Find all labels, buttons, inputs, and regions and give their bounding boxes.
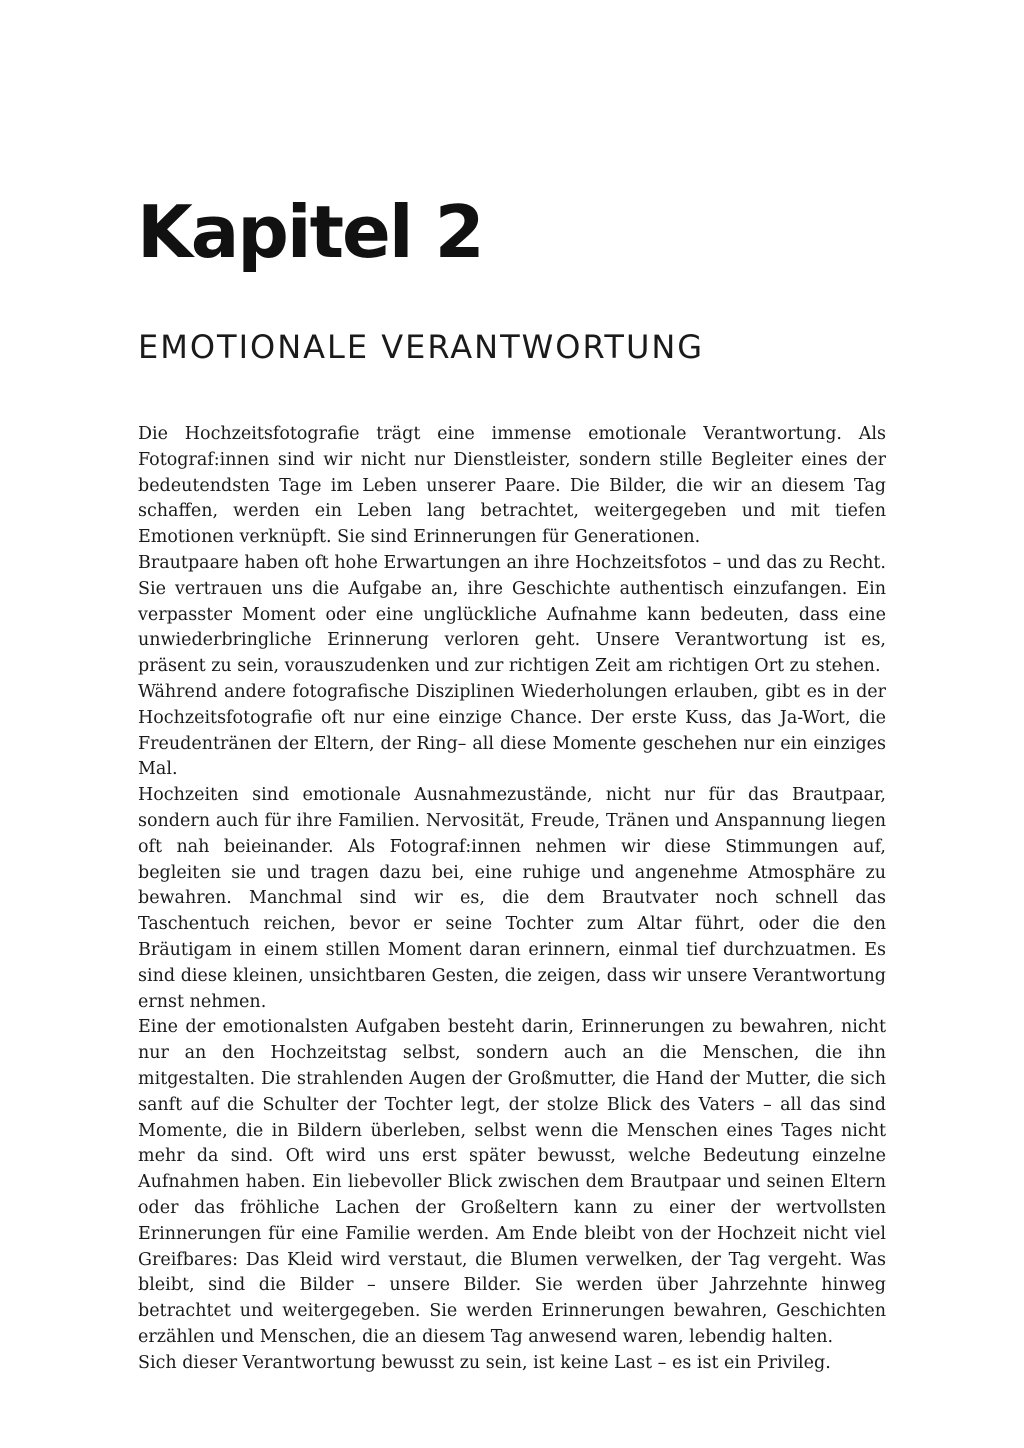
paragraph: Eine der emotionalsten Aufgaben besteht darin, Erinnerungen zu bewahren, nicht nur an den Hochzeitstag selbst, sondern auch an die Menschen, die ihn mitgestalten. Die strahlenden Augen der Großmutter, die Hand der Mutter, die sich sanft auf die Schulter der Tochter legt, der stolze Blick des Vaters – all das sind Momente, die in Bildern überleben, selbst wenn die Menschen eines Tages nicht mehr da sind. Oft wird uns erst später bewusst, welche Bedeutung einzelne Aufnahmen haben. Ein liebevoller Blick zwischen dem Brautpaar und seinen Eltern oder das fröhliche Lachen der Großeltern kann zu einer der wertvollsten Erinnerungen für eine Familie werden. Am Ende bleibt von der Hochzeit nicht viel Greifbares: Das Kleid wird verstaut, die Blumen verwelken, der Tag vergeht. Was bleibt, sind die Bilder – unsere Bilder. Sie werden über Jahrzehnte hinweg betrachtet und weitergegeben. Sie werden Erinnerungen bewahren, Geschichten erzählen und Menschen, die an diesem Tag anwesend waren, lebendig halten. xyxy=(138,1017,886,1347)
paragraph: Die Hochzeitsfotografie trägt eine immense emotionale Verantwortung. Als Fotograf:innen sind wir nicht nur Dienstleister, sondern stille Begleiter eines der bedeutendsten Tage im Leben unserer Paare. Die Bilder, die wir an diesem Tag schaffen, werden ein Leben lang betrachtet, weitergegeben und mit tiefen Emotionen verknüpft. Sie sind Erinnerungen für Generationen. xyxy=(138,424,886,548)
paragraph: Sich dieser Verantwortung bewusst zu sein, ist keine Last – es ist ein Privileg. xyxy=(138,1352,831,1373)
chapter-subtitle: EMOTIONALE VERANTWORTUNG xyxy=(138,328,705,366)
paragraph: Brautpaare haben oft hohe Erwartungen an ihre Hochzeitsfotos – und das zu Recht. Sie vertrauen uns die Aufgabe an, ihre Geschichte authentisch einzufangen. Ein verpasster Moment oder eine unglückliche Aufnahme kann bedeuten, dass eine unwiederbringliche Erinnerung verloren geht. Unsere Verantwortung ist es, präsent zu sein, vorauszudenken und zur richtigen Zeit am richtigen Ort zu stehen. xyxy=(138,552,886,677)
paragraph: Während andere fotografische Disziplinen Wiederholungen erlauben, gibt es in der Hochzeitsfotografie oft nur eine einzige Chance. Der erste Kuss, das Ja-Wort, die Freudentränen der Eltern, der Ring– all diese Momente geschehen nur ein einziges Mal. xyxy=(138,681,886,780)
paragraph: Hochzeiten sind emotionale Ausnahmezustände, nicht nur für das Brautpaar, sondern auch für ihre Familien. Nervosität, Freude, Tränen und Anspannung liegen oft nah beieinander. Als Fotograf:innen nehmen wir diese Stimmungen auf, begleiten sie und tragen dazu bei, eine ruhige und angenehme Atmosphäre zu bewahren. Manchmal sind wir es, die dem Brautvater noch schnell das Taschentuch reichen, bevor er seine Tochter zum Altar führt, oder die den Bräutigam in einem stillen Moment daran erinnern, einmal tief durchzuatmen. Es sind diese kleinen, unsichtbaren Gesten, die zeigen, dass wir unsere Verantwortung ernst nehmen. xyxy=(138,785,886,1012)
chapter-title: Kapitel 2 xyxy=(137,190,483,274)
chapter-body xyxy=(138,422,886,1376)
